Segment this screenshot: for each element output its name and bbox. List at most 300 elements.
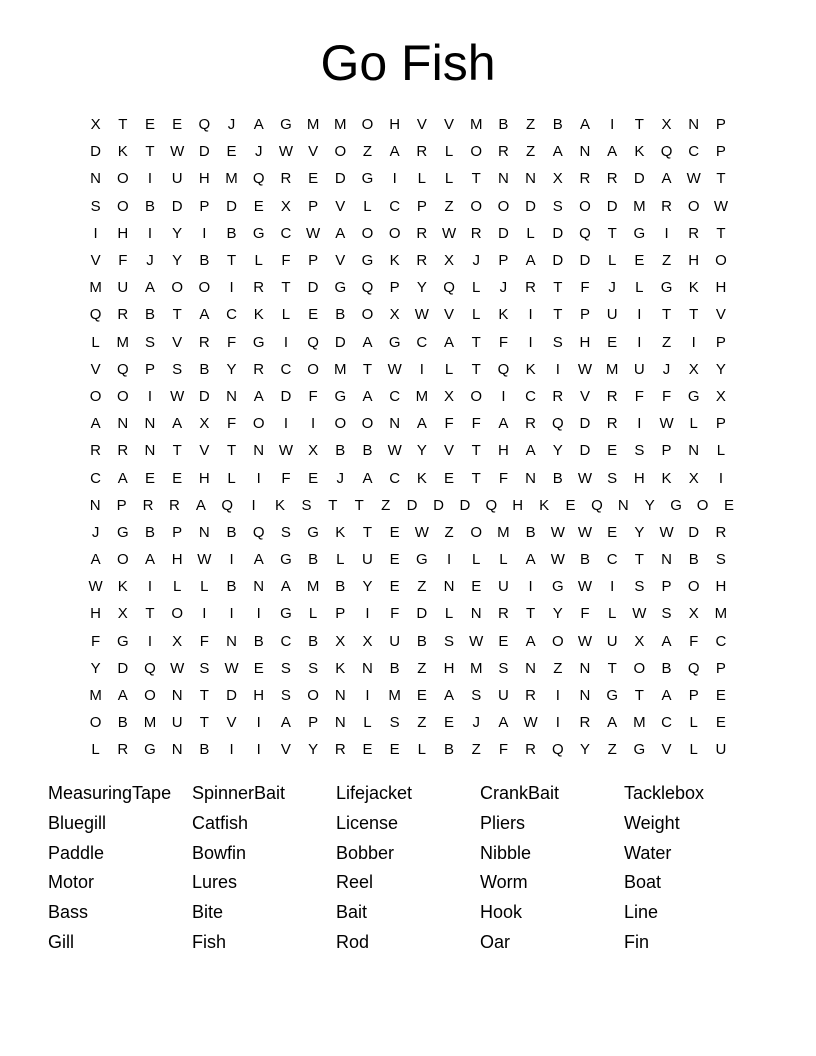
grid-letter: J [499,279,508,297]
grid-letter: V [90,360,101,378]
grid-letter: D [416,605,428,623]
grid-letter: V [90,252,101,270]
grid-letter: N [334,687,346,705]
grid-letter: I [256,605,261,623]
grid-letter: O [307,687,319,705]
grid-letter: I [283,333,288,351]
grid-row [82,165,742,192]
grid-letter: N [579,143,591,161]
grid-letter: F [498,469,508,487]
grid-letter: O [715,252,727,270]
grid-letter: G [670,496,682,514]
grid-letter: L [526,224,535,242]
grid-letter: I [637,333,642,351]
grid-letter: R [117,741,129,759]
grid-letter: Y [226,360,237,378]
grid-letter: I [229,551,234,569]
grid-letter: M [469,659,483,677]
grid-letter: W [306,224,321,242]
grid-letter: L [281,306,291,324]
grid-letter: D [334,170,346,188]
grid-letter: B [498,116,509,134]
grid-letter: I [528,578,533,596]
grid-letter: M [334,360,347,378]
grid-letter: F [281,252,291,270]
grid-letter: R [661,197,672,215]
grid-letter: D [117,659,129,677]
grid-letter: A [199,306,210,324]
grid-letter: B [226,523,237,541]
grid-letter: W [170,659,185,677]
grid-letter: F [498,333,508,351]
grid-letter: V [308,143,319,161]
grid-letter: V [280,741,291,759]
grid-letter: O [361,224,374,242]
grid-letter: X [117,605,128,623]
grid-letter: A [444,333,455,351]
word-list-item: Rod [336,931,370,952]
grid-letter: R [579,170,591,188]
grid-letter: P [308,714,319,732]
grid-letter: R [579,714,591,732]
grid-letter: A [195,496,206,514]
grid-letter: O [89,387,102,405]
grid-letter: I [637,415,642,433]
grid-letter: S [301,496,312,514]
grid-letter: R [525,279,537,297]
grid-letter: B [362,442,373,460]
grid-letter: L [363,714,372,732]
grid-letter: N [617,496,629,514]
grid-letter: F [226,333,237,351]
grid-row [82,220,742,247]
grid-letter: T [145,143,155,161]
word-list-item: Nibble [480,842,532,863]
grid-letter: R [416,224,428,242]
grid-letter: S [280,523,291,541]
grid-letter: T [716,224,726,242]
grid-letter: I [202,605,207,623]
grid-letter: D [579,415,591,433]
grid-letter: W [414,306,429,324]
grid-letter: L [417,170,427,188]
grid-row [82,274,742,301]
grid-letter: I [256,714,261,732]
grid-letter: Q [551,415,564,433]
grid-letter: I [555,714,560,732]
grid-letter: O [579,197,591,215]
grid-letter: F [199,632,209,650]
grid-letter: F [689,632,699,650]
grid-letter: R [470,224,482,242]
grid-letter: Z [381,496,391,514]
grid-letter: N [470,605,482,623]
grid-letter: K [117,143,128,161]
grid-letter: J [472,252,480,270]
grid-letter: A [607,714,618,732]
grid-letter: N [579,687,591,705]
grid-letter: Q [307,333,319,351]
grid-letter: D [171,197,183,215]
word-list-item: Bait [336,902,368,923]
word-list-item: Bite [192,902,224,923]
grid-letter: P [715,143,726,161]
word-list-item: Line [624,902,659,923]
grid-letter: W [577,632,593,650]
grid-letter: Q [198,116,211,134]
grid-letter: F [661,387,672,405]
grid-letter: L [689,741,698,759]
grid-letter: B [144,306,155,324]
word-list-item: Pliers [480,812,526,833]
grid-letter: Q [443,279,455,297]
word-list-item: Lifejacket [336,783,413,803]
grid-letter: Y [308,741,319,759]
grid-letter: O [116,387,129,405]
grid-letter: O [171,279,183,297]
grid-letter: J [336,469,345,487]
grid-row [82,111,742,138]
grid-letter: E [607,523,618,541]
grid-letter: W [387,442,402,460]
grid-letter: O [696,496,709,514]
grid-letter: O [116,551,129,569]
grid-letter: H [198,170,210,188]
grid-row [82,383,742,410]
grid-letter: Y [634,523,645,541]
grid-letter: L [716,442,726,460]
grid-letter: P [715,116,726,134]
grid-letter: R [142,496,154,514]
grid-letter: R [169,496,180,514]
grid-letter: W [523,714,538,732]
grid-letter: C [715,632,727,650]
grid-letter: F [281,469,291,487]
grid-letter: A [552,143,563,161]
grid-letter: L [227,469,236,487]
grid-letter: D [198,387,210,405]
grid-letter: B [199,741,210,759]
grid-letter: Z [526,143,536,161]
grid-letter: P [389,279,400,297]
grid-letter: I [229,741,234,759]
grid-letter: T [607,224,617,242]
grid-letter: H [688,252,700,270]
grid-letter: N [579,659,591,677]
grid-letter: I [528,306,533,324]
grid-letter: G [388,333,401,351]
grid-letter: H [253,687,265,705]
grid-letter: L [444,360,454,378]
grid-letter: Z [526,116,536,134]
word-list-item: Fin [624,931,650,952]
grid-letter: Q [221,496,234,514]
grid-row [82,356,742,383]
grid-letter: J [662,360,671,378]
grid-letter: O [252,415,265,433]
grid-letter: P [579,306,590,324]
grid-letter: L [472,306,481,324]
grid-letter: X [552,170,563,188]
grid-letter: P [308,252,319,270]
grid-letter: E [389,741,400,759]
grid-letter: I [555,687,560,705]
grid-letter: Q [579,224,591,242]
grid-letter: A [144,551,155,569]
grid-letter: E [308,170,319,188]
grid-letter: O [633,659,646,677]
grid-letter: M [89,687,102,705]
grid-letter: C [90,469,102,487]
grid-letter: L [635,279,644,297]
grid-row [82,628,742,655]
grid-letter: T [354,496,364,514]
grid-letter: N [226,387,237,405]
grid-letter: T [328,496,338,514]
grid-letter: X [199,415,210,433]
word-list-item: Lures [192,872,238,893]
grid-letter: A [525,551,536,569]
grid-letter: N [334,714,346,732]
grid-letter: G [280,551,292,569]
grid-letter: K [416,469,427,487]
grid-letter: G [416,551,428,569]
grid-letter: S [444,632,455,650]
grid-letter: L [472,551,481,569]
grid-letter: H [512,496,524,514]
grid-letter: N [525,659,537,677]
grid-letter: H [117,224,129,242]
grid-letter: V [172,333,183,351]
grid-letter: Q [497,360,510,378]
grid-letter: U [633,360,645,378]
grid-letter: C [389,197,401,215]
grid-letter: B [416,632,427,650]
grid-letter: P [715,415,726,433]
word-list-item: Bowfin [192,842,247,863]
grid-letter: N [661,551,672,569]
grid-letter: T [471,170,481,188]
grid-letter: A [90,415,101,433]
grid-letter: H [171,551,183,569]
grid-row [82,437,742,464]
grid-letter: W [170,143,185,161]
grid-letter: E [172,116,183,134]
grid-letter: F [634,387,644,405]
grid-letter: J [227,116,236,134]
grid-letter: V [335,252,346,270]
grid-letter: E [715,687,726,705]
grid-letter: E [444,469,455,487]
grid-letter: I [147,632,153,650]
grid-row [82,709,742,736]
grid-letter: O [470,197,483,215]
grid-letter: F [498,741,508,759]
grid-letter: T [526,605,536,623]
grid-letter: W [686,170,701,188]
grid-letter: P [688,687,699,705]
grid-letter: G [252,333,265,351]
grid-letter: J [472,714,480,732]
grid-letter: V [444,116,455,134]
grid-letter: E [565,496,576,514]
grid-letter: N [688,442,700,460]
grid-letter: Q [551,741,564,759]
grid-letter: S [552,197,563,215]
grid-letter: B [253,632,264,650]
grid-letter: E [471,578,482,596]
grid-letter: W [632,605,647,623]
grid-letter: S [172,360,183,378]
grid-letter: R [525,415,537,433]
grid-letter: W [88,578,103,596]
grid-letter: A [90,551,101,569]
grid-letter: R [606,170,618,188]
grid-letter: L [172,578,182,596]
grid-letter: Q [687,659,700,677]
grid-letter: V [715,306,726,324]
grid-letter: T [689,306,699,324]
grid-letter: A [579,116,590,134]
word-list-item: Bass [48,902,89,923]
grid-letter: A [362,333,373,351]
grid-letter: N [226,632,237,650]
grid-letter: I [202,224,207,242]
grid-letter: F [580,279,590,297]
grid-letter: N [389,415,401,433]
grid-letter: C [416,333,428,351]
grid-letter: N [497,170,509,188]
grid-letter: X [688,469,699,487]
grid-letter: D [497,224,509,242]
grid-letter: K [335,523,346,541]
grid-letter: Y [90,659,101,677]
grid-letter: M [306,116,320,134]
grid-letter: R [606,387,618,405]
grid-letter: E [607,442,618,460]
grid-letter: Z [661,333,672,351]
grid-letter: U [362,551,373,569]
grid-row [82,492,742,519]
grid-letter: H [579,333,591,351]
grid-letter: T [716,170,726,188]
grid-letter: C [280,224,292,242]
grid-letter: O [361,415,374,433]
grid-letter: U [715,741,727,759]
grid-letter: W [577,578,593,596]
grid-letter: Z [417,659,427,677]
grid-letter: H [443,659,455,677]
grid-letter: C [661,714,672,732]
grid-row [82,329,742,356]
grid-letter: U [497,578,509,596]
grid-letter: L [607,605,617,623]
grid-letter: Q [660,143,673,161]
grid-letter: V [444,442,455,460]
grid-letter: B [579,551,590,569]
grid-letter: W [659,415,674,433]
grid-letter: N [144,442,156,460]
grid-letter: M [469,116,483,134]
grid-letter: O [361,306,374,324]
grid-letter: Z [417,714,427,732]
grid-letter: L [363,197,372,215]
grid-letter: G [280,116,292,134]
word-list-item: Boat [624,872,662,893]
grid-letter: N [89,496,101,514]
grid-letter: E [253,659,264,677]
grid-letter: E [144,116,155,134]
grid-letter: A [362,469,373,487]
grid-letter: L [254,252,263,270]
grid-letter: U [497,687,509,705]
grid-letter: T [553,306,563,324]
grid-letter: R [117,442,129,460]
grid-letter: K [539,496,550,514]
grid-letter: W [713,197,728,215]
grid-letter: X [634,632,645,650]
grid-letter: A [253,387,264,405]
grid-letter: V [416,116,427,134]
grid-letter: A [253,551,264,569]
grid-letter: W [278,442,293,460]
grid-row [82,682,742,709]
grid-letter: Y [172,224,183,242]
grid-letter: G [606,687,618,705]
grid-letter: F [444,415,454,433]
grid-letter: A [280,714,291,732]
grid-letter: S [308,659,319,677]
grid-letter: M [388,687,401,705]
grid-letter: L [607,252,617,270]
grid-letter: D [334,333,346,351]
grid-letter: T [226,442,237,460]
grid-letter: I [365,687,370,705]
grid-row [82,573,742,600]
grid-letter: G [361,170,374,188]
grid-letter: O [171,605,183,623]
grid-letter: M [225,170,238,188]
grid-letter: S [498,659,509,677]
grid-letter: O [687,197,700,215]
grid-letter: Q [361,279,374,297]
grid-letter: G [307,523,319,541]
grid-letter: X [444,387,455,405]
grid-row [82,519,742,546]
grid-letter: A [444,687,455,705]
grid-letter: S [715,551,726,569]
grid-row [82,464,742,491]
grid-letter: P [498,252,509,270]
grid-letter: K [117,578,128,596]
grid-letter: C [389,387,401,405]
grid-letter: R [253,360,265,378]
grid-letter: E [444,714,455,732]
grid-letter: T [634,551,644,569]
grid-letter: E [389,578,400,596]
grid-letter: P [335,605,346,623]
grid-letter: A [525,632,536,650]
word-list-item: Paddle [48,842,105,863]
grid-row [82,138,742,165]
word-list-item: Fish [192,931,227,952]
grid-letter: M [605,360,619,378]
grid-letter: S [199,659,210,677]
grid-letter: O [470,523,483,541]
grid-letter: R [198,333,210,351]
grid-letter: Y [362,578,373,596]
grid-letter: C [688,143,700,161]
